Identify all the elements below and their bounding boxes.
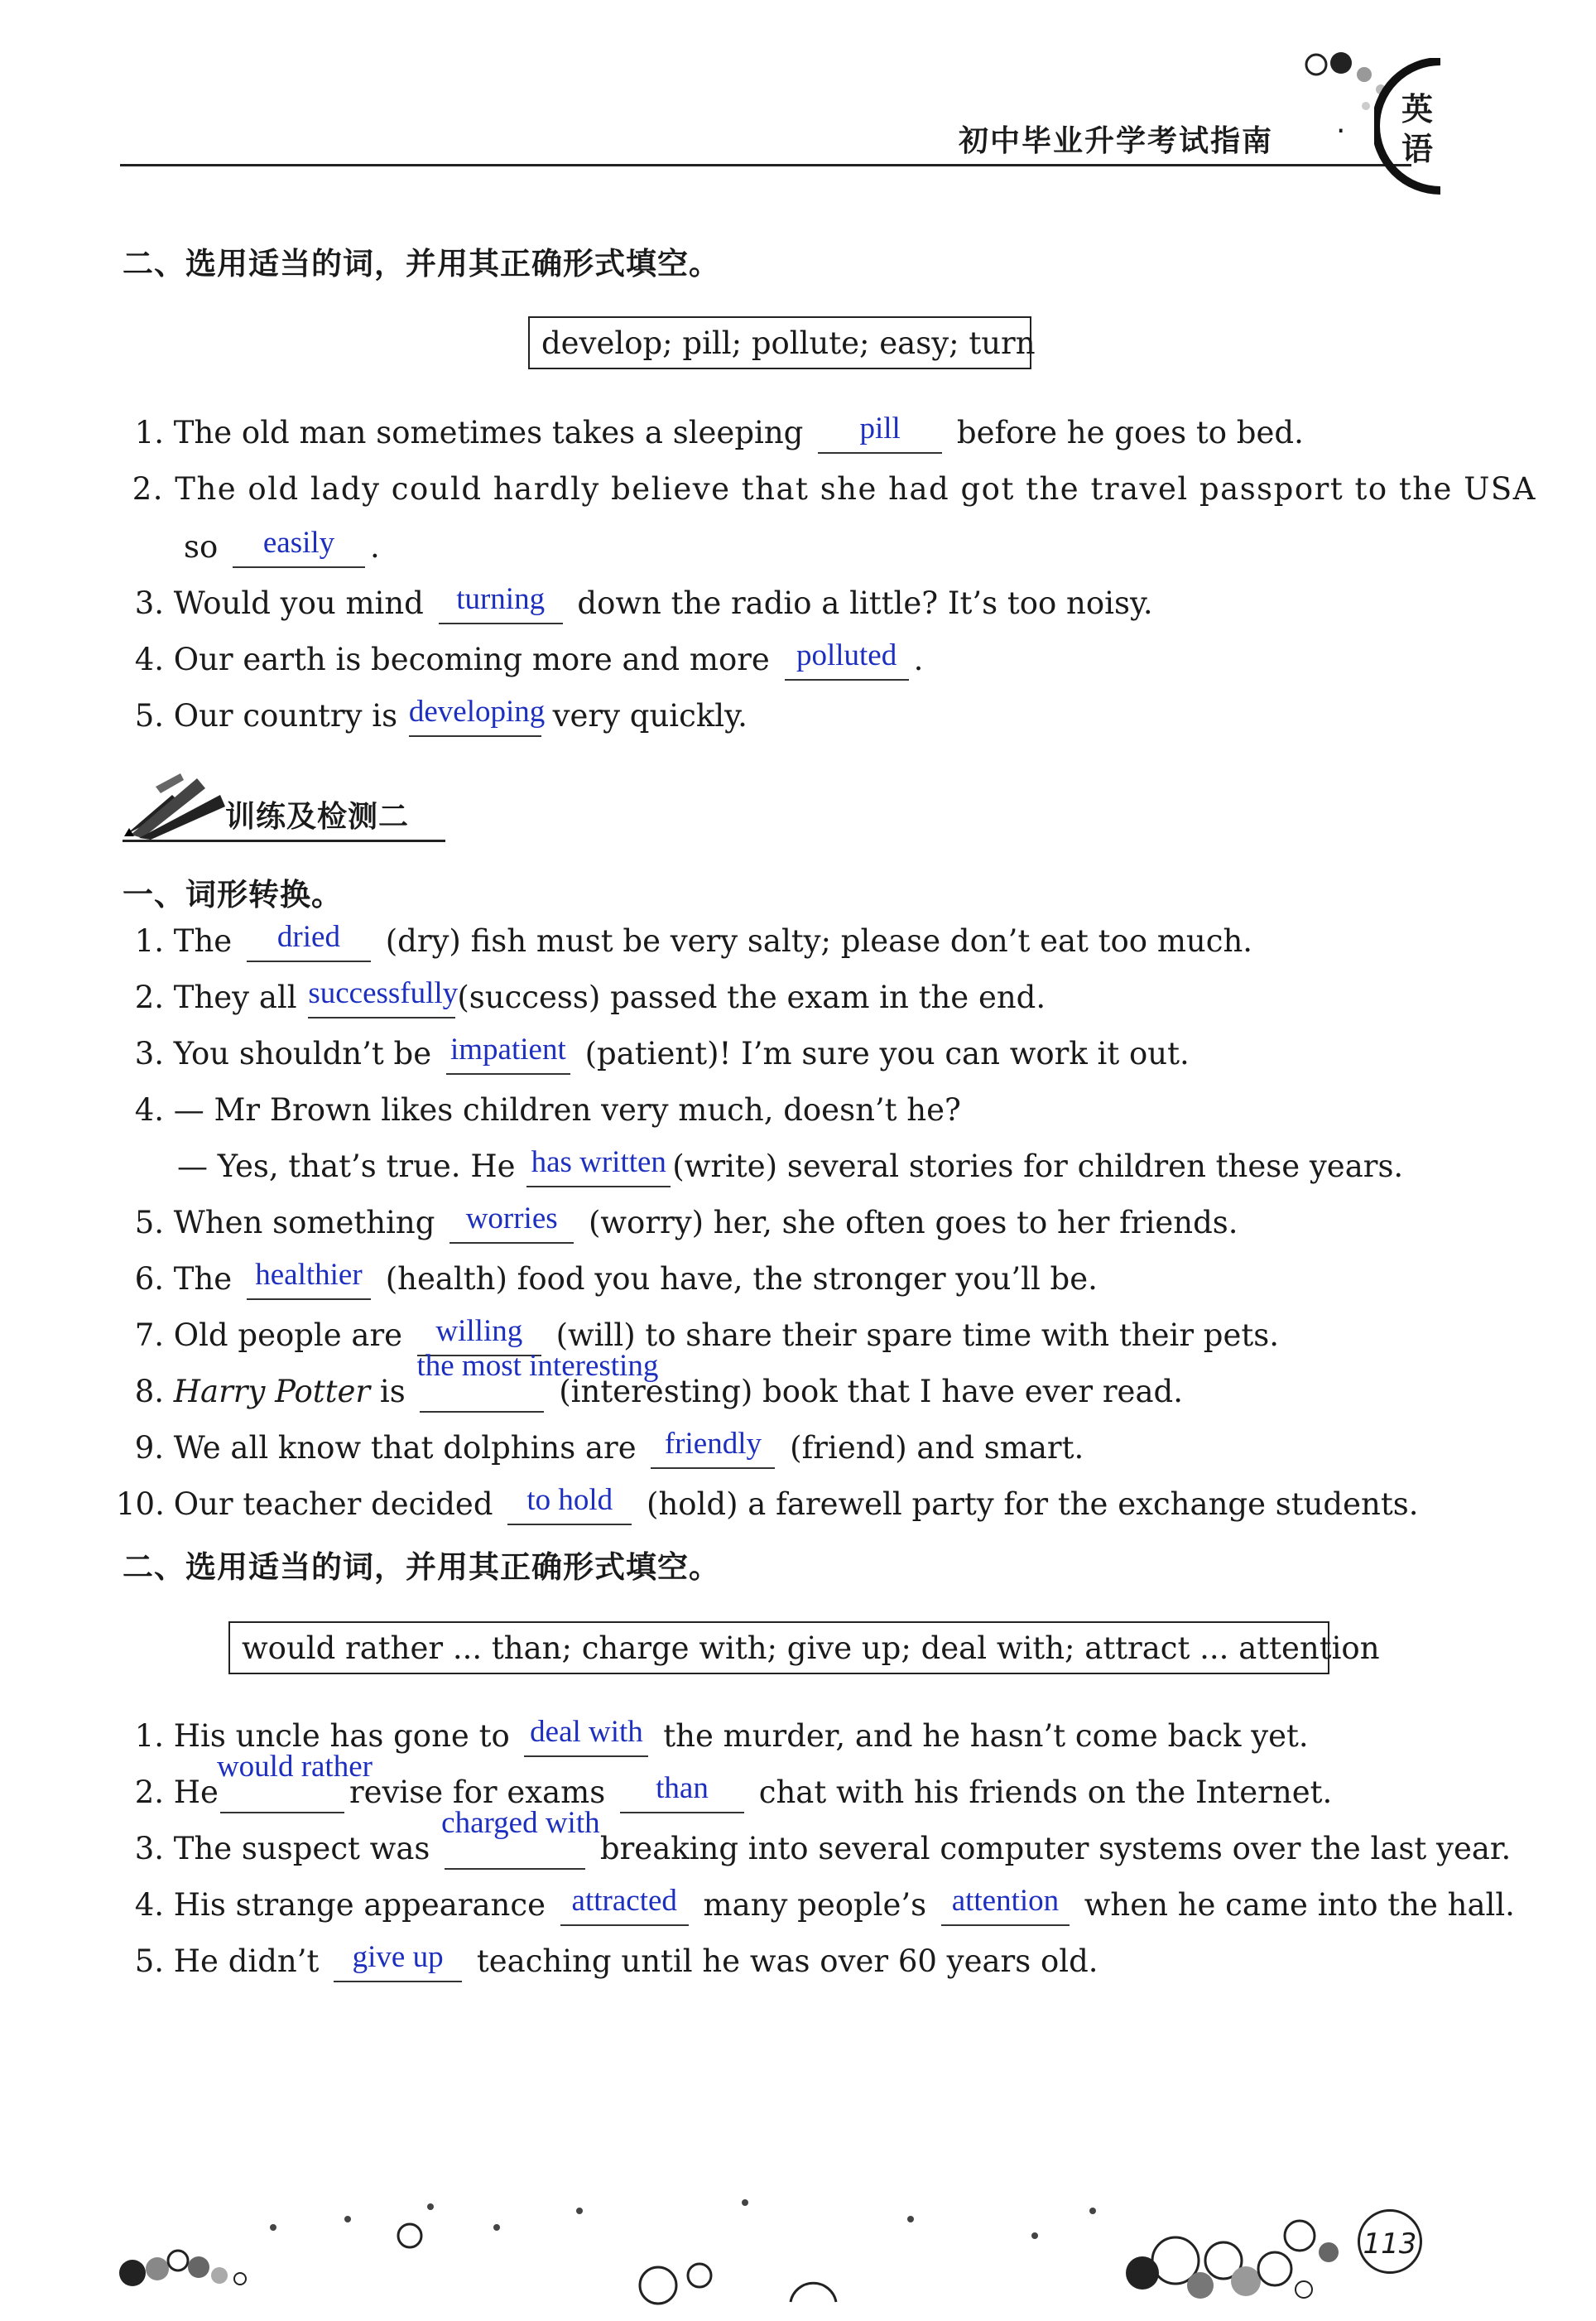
b-item-8: 8. Harry Potter is the most interesting (interesting) book that I have ever read. xyxy=(124,1371,1183,1413)
answer: give up xyxy=(352,1940,444,1974)
answer: dried xyxy=(276,920,340,954)
pencil-icon xyxy=(123,770,230,840)
answer: pill xyxy=(859,412,901,445)
c-item-5: 5. He didn’t give up teaching until he was over 60 years old. xyxy=(124,1941,1098,1982)
answer: charged with xyxy=(441,1806,600,1840)
section-a-word-box: develop; pill; pollute; easy; turn xyxy=(528,316,1031,369)
b-item-9: 9. We all know that dolphins are friendly (friend) and smart. xyxy=(124,1428,1084,1469)
answer: attracted xyxy=(571,1884,677,1918)
answer: healthier xyxy=(255,1258,363,1292)
c-item-3: 3. The suspect was charged with breaking into several computer systems over the last year. xyxy=(124,1828,1511,1870)
section-c-word-box: would rather ... than; charge with; give up; deal with; attract ... attention xyxy=(228,1621,1329,1674)
answer: successfully xyxy=(308,976,459,1010)
a-item-2-cont: so easily . xyxy=(184,527,380,568)
training-banner xyxy=(123,770,445,845)
b-item-7: 7. Old people are willing (will) to share their spare time with their pets. xyxy=(124,1315,1279,1356)
answer: polluted xyxy=(796,638,897,672)
answer-2: attention xyxy=(951,1884,1060,1918)
b-item-4: 4. — Mr Brown likes children very much, doesn’t he? xyxy=(134,1092,961,1128)
a-item-5: 5. Our country is developing very quickly. xyxy=(124,696,748,737)
section-c-heading: 二、选用适当的词，并用其正确形式填空。 xyxy=(123,1549,720,1585)
answer: friendly xyxy=(664,1427,762,1461)
answer: would rather xyxy=(216,1750,373,1784)
answer: turning xyxy=(456,582,546,616)
answer: easily xyxy=(262,526,335,560)
training-title: 训练及检测二 xyxy=(225,800,410,834)
a-item-4: 4. Our earth is becoming more and more polluted . xyxy=(124,639,923,681)
a-item-2: 2. The old lady could hardly believe that she had got the travel passport to the USA xyxy=(132,471,1536,507)
training-underline xyxy=(123,840,445,842)
header-title: 初中毕业升学考试指南 xyxy=(959,124,1274,158)
answer-2: than xyxy=(656,1771,709,1805)
header-rule xyxy=(120,164,1411,166)
b-item-6: 6. The healthier (health) food you have, the stronger you’ll be. xyxy=(124,1259,1098,1300)
subject-badge-label: 英语 xyxy=(1401,91,1433,167)
page-number: 113 xyxy=(1358,2209,1422,2274)
answer: has written xyxy=(531,1145,666,1179)
answer: worries xyxy=(465,1201,558,1235)
section-b-heading: 一、词形转换。 xyxy=(123,877,343,913)
b-item-3: 3. You shouldn’t be impatient (patient)! I’m sure you can work it out. xyxy=(124,1033,1190,1075)
c-item-2: 2. He would rather revise for exams than chat with his friends on the Internet. xyxy=(124,1772,1332,1813)
b-item-5: 5. When something worries (worry) her, she often goes to her friends. xyxy=(124,1202,1238,1244)
answer: willing xyxy=(435,1314,523,1348)
answer: developing xyxy=(408,695,546,729)
answer: the most interesting xyxy=(416,1349,659,1383)
answer: to hold xyxy=(526,1483,613,1517)
header-dot: · xyxy=(1336,114,1346,148)
b-item-2: 2. They all successfully (success) passed the exam in the end. xyxy=(124,977,1046,1018)
section-a-heading: 二、选用适当的词，并用其正确形式填空。 xyxy=(123,246,720,282)
answer: impatient xyxy=(449,1033,566,1067)
b-item-4-reply: — Yes, that’s true. He has written (write) several stories for children these years. xyxy=(177,1146,1403,1187)
a-item-1: 1. The old man sometimes takes a sleeping pill before he goes to bed. xyxy=(124,412,1304,454)
b-item-10: 10. Our teacher decided to hold (hold) a farewell party for the exchange students. xyxy=(116,1484,1418,1525)
a-item-3: 3. Would you mind turning down the radio a little? It’s too noisy. xyxy=(124,583,1153,624)
b-item-1: 1. The dried (dry) fish must be very salty; please don’t eat too much. xyxy=(124,921,1252,962)
answer: deal with xyxy=(530,1715,643,1749)
c-item-1: 1. His uncle has gone to deal with the murder, and he hasn’t come back yet. xyxy=(124,1716,1309,1757)
c-item-4: 4. His strange appearance attracted many people’s attention when he came into the hall. xyxy=(124,1885,1515,1926)
